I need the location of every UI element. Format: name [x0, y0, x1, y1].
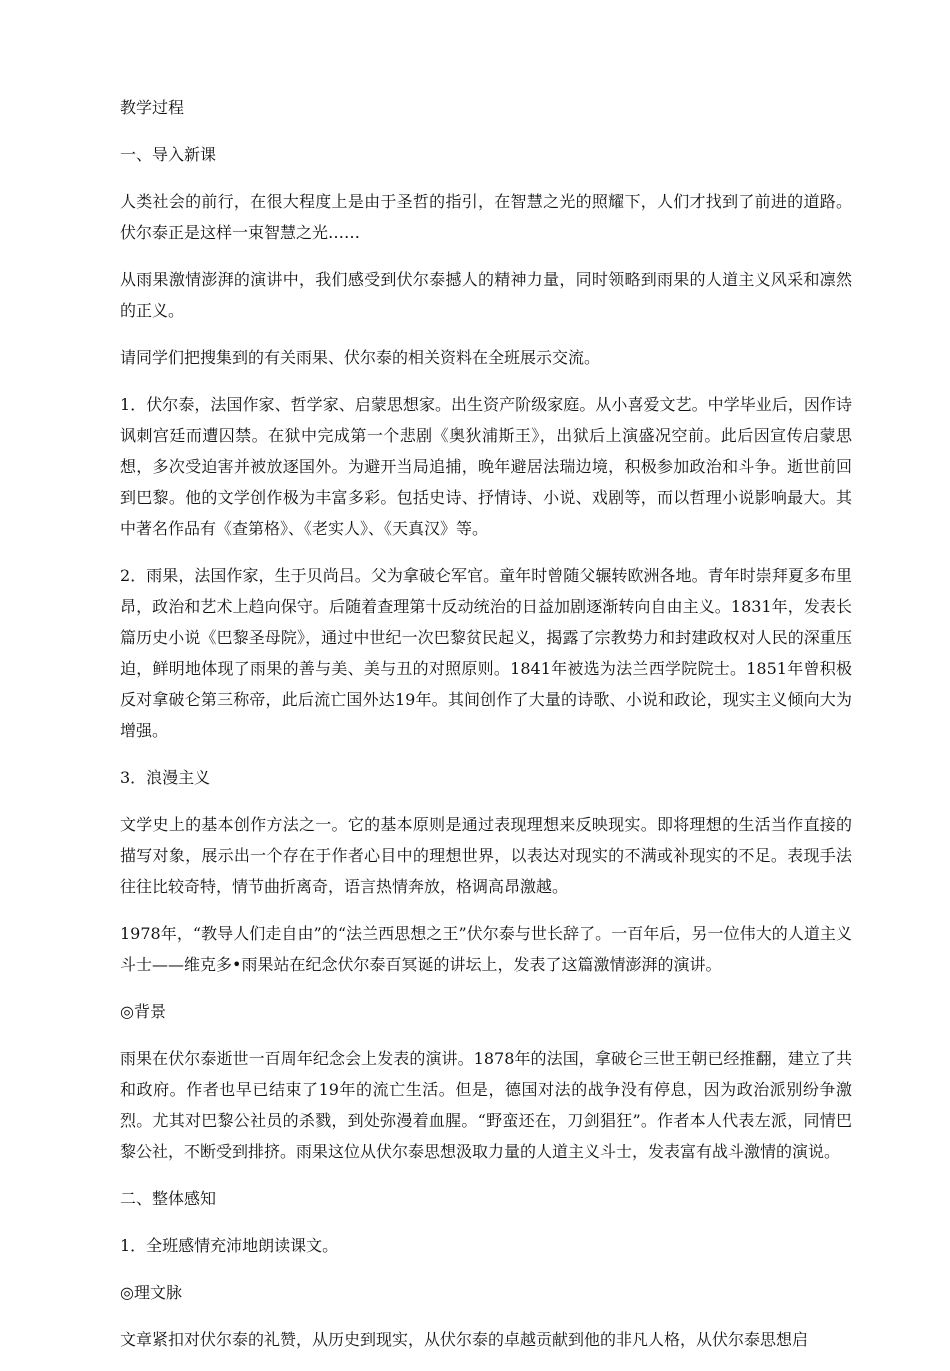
paragraph-hugo-bio: 2．雨果，法国作家，生于贝尚吕。父为拿破仑军官。童年时曾随父辗转欧洲各地。青年时崇拜夏多布里昂，政治和艺术上趋向保守。后随着查理第十反动统治的日益加剧逐渐转向自由主义。1831年，发表长篇历史小说《巴黎圣母院》，通过中世纪一次巴黎贫民起义，揭露了宗教势力和封建政权对人民的深重压迫，鲜明地体现了雨果的善与美、美与丑的对照原则。1841年被选为法兰西学院院士。1851年曾积极反对拿破仑第三称帝，此后流亡国外达19年。其间创作了大量的诗歌、小说和政论，现实主义倾向大为增强。	[120, 566, 852, 740]
document-page	[120, 92, 852, 1371]
paragraph-romanticism: 文学史上的基本创作方法之一。它的基本原则是通过表现理想来反映现实。即将理想的生活当作直接的描写对象，展示出一个存在于作者心目中的理想世界，以表达对现实的不满或补现实的不足。表现手法往往比较奇特，情节曲折离奇，语言热情奔放，格调高昂激越。	[120, 815, 852, 896]
paragraph-intro: 人类社会的前行，在很大程度上是由于圣哲的指引，在智慧之光的照耀下，人们才找到了前进的道路。伏尔泰正是这样一束智慧之光……	[120, 192, 852, 242]
paragraph-read-aloud: 1．全班感情充沛地朗读课文。	[120, 1236, 339, 1255]
paragraph-structure: 文章紧扣对伏尔泰的礼赞，从历史到现实，从伏尔泰的卓越贡献到他的非凡人格，从伏尔泰思想启	[120, 1330, 809, 1349]
heading-teaching-process: 教学过程	[120, 98, 185, 117]
paragraph-1978: 1978年，“教导人们走自由”的“法兰西思想之王”伏尔泰与世长辞了。一百年后，另一位伟大的人道主义斗士——维克多•雨果站在纪念伏尔泰百冥诞的讲坛上，发表了这篇激情澎湃的演讲。	[120, 924, 852, 974]
section-heading-overall: 二、整体感知	[120, 1189, 217, 1208]
heading-background: ◎背景	[120, 1002, 166, 1021]
section-heading-intro: 一、导入新课	[120, 145, 217, 164]
paragraph-share-materials: 请同学们把搜集到的有关雨果、伏尔泰的相关资料在全班展示交流。	[120, 348, 601, 367]
heading-structure: ◎理文脉	[120, 1283, 182, 1302]
paragraph-hugo-speech: 从雨果激情澎湃的演讲中，我们感受到伏尔泰撼人的精神力量，同时领略到雨果的人道主义风采和凛然的正义。	[120, 270, 852, 320]
paragraph-voltaire-bio: 1．伏尔泰，法国作家、哲学家、启蒙思想家。出生资产阶级家庭。从小喜爱文艺。中学毕业后，因作诗讽刺宫廷而遭囚禁。在狱中完成第一个悲剧《奥狄浦斯王》，出狱后上演盛况空前。此后因宣传启蒙思想，多次受迫害并被放逐国外。为避开当局追捕，晚年避居法瑞边境，积极参加政治和斗争。逝世前回到巴黎。他的文学创作极为丰富多彩。包括史诗、抒情诗、小说、戏剧等，而以哲理小说影响最大。其中著名作品有《查第格》、《老实人》、《天真汉》等。	[120, 395, 852, 538]
paragraph-background: 雨果在伏尔泰逝世一百周年纪念会上发表的演讲。1878年的法国，拿破仑三世王朝已经推翻，建立了共和政府。作者也早已结束了19年的流亡生活。但是，德国对法的战争没有停息，因为政治派别纷争激烈。尤其对巴黎公社员的杀戮，到处弥漫着血腥。“野蛮还在，刀剑猖狂”。作者本人代表左派，同情巴黎公社，不断受到排挤。雨果这位从伏尔泰思想汲取力量的人道主义斗士，发表富有战斗激情的演说。	[120, 1049, 852, 1161]
heading-romanticism: 3．浪漫主义	[120, 768, 211, 787]
